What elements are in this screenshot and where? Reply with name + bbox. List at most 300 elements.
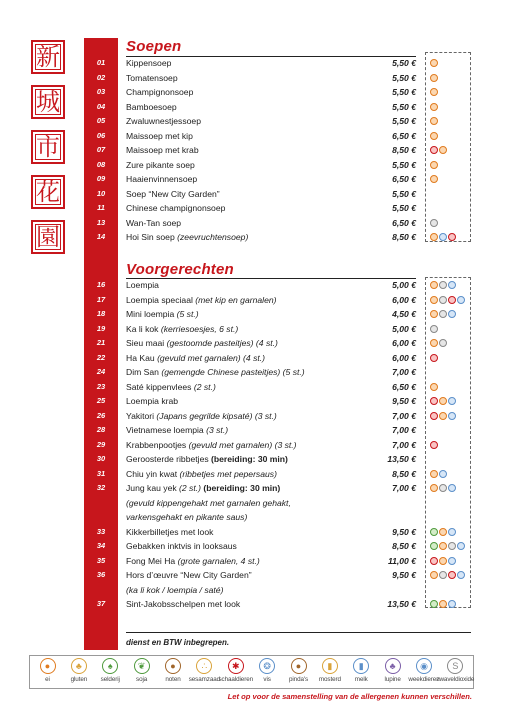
allergen-icon xyxy=(448,412,456,420)
item-number: 30 xyxy=(96,454,106,463)
item-allergens xyxy=(430,310,456,319)
allergen-icon xyxy=(430,383,438,391)
item-price: 9,50 € xyxy=(392,526,416,537)
item-note: (ka li kok / loempia / saté) xyxy=(126,584,224,595)
item-note: (met kip en garnalen) xyxy=(195,294,277,305)
allergen-icon xyxy=(430,233,438,241)
menu-item xyxy=(84,394,470,409)
item-name xyxy=(126,230,248,245)
item-title: Maissoep met krab xyxy=(126,145,199,155)
legend-item xyxy=(188,658,221,686)
allergen-icon xyxy=(430,161,438,169)
allergen-icon xyxy=(439,484,447,492)
item-price: 5,50 € xyxy=(392,203,416,213)
item-number: 35 xyxy=(96,555,106,565)
item-title: Wan-Tan soep xyxy=(126,217,182,228)
allergen-legend xyxy=(29,655,474,689)
item-title: Fong Mei Ha xyxy=(126,555,176,566)
menu-item xyxy=(84,278,470,293)
item-price: 8,50 € xyxy=(392,145,416,155)
item-price: 8,50 € xyxy=(392,541,416,551)
menu-item xyxy=(84,230,470,245)
item-title: Loempia krab xyxy=(126,396,179,406)
item-title: Mini loempia xyxy=(126,309,175,319)
legend-item xyxy=(254,658,281,686)
nut-icon: ● xyxy=(165,658,181,674)
item-number: 02 xyxy=(96,72,106,82)
item-number: 25 xyxy=(96,396,106,405)
item-number: 32 xyxy=(96,483,106,492)
item-allergens xyxy=(430,397,456,406)
allergen-icon xyxy=(430,281,438,289)
allergen-icon xyxy=(457,571,465,579)
allergen-icon xyxy=(430,441,438,449)
item-name xyxy=(126,467,277,482)
item-number: 29 xyxy=(96,439,106,449)
item-allergens xyxy=(430,233,456,242)
allergen-icon xyxy=(448,557,456,565)
allergen-icon xyxy=(430,74,438,82)
allergen-icon xyxy=(439,571,447,579)
allergen-icon xyxy=(430,571,438,579)
legend-label: vis xyxy=(263,676,271,683)
item-title: Hoi Sin soep xyxy=(126,232,175,242)
menu-item xyxy=(84,525,470,540)
item-allergens xyxy=(430,354,438,363)
item-title: Sint-Jakobsschelpen met look xyxy=(126,599,241,609)
menu-item xyxy=(84,307,470,322)
item-number: 28 xyxy=(96,425,106,434)
item-number: 07 xyxy=(96,145,106,154)
item-name xyxy=(126,583,223,598)
sesame-icon: ∴ xyxy=(196,658,212,674)
allergen-icon xyxy=(439,310,447,318)
item-name xyxy=(126,452,288,467)
legend-label: noten xyxy=(165,676,181,683)
item-price: 7,00 € xyxy=(392,439,416,450)
item-note: (zeevruchtensoep) xyxy=(177,232,249,242)
chinese-stamps xyxy=(31,40,71,265)
item-number: 17 xyxy=(96,294,106,304)
item-title: Jung kau yek xyxy=(126,483,177,493)
item-allergens xyxy=(430,412,456,421)
egg-icon: ● xyxy=(40,658,56,674)
legend-label: selderij xyxy=(100,676,120,683)
menu-item xyxy=(84,409,470,424)
item-allergens xyxy=(430,557,456,566)
allergen-icon xyxy=(430,339,438,347)
menu-item xyxy=(84,583,470,598)
menu-item xyxy=(84,201,470,216)
item-name xyxy=(126,554,260,569)
item-name xyxy=(126,597,240,612)
allergen-icon xyxy=(430,484,438,492)
item-name xyxy=(126,85,193,100)
menu-item xyxy=(84,143,470,158)
item-price: 5,00 € xyxy=(392,323,416,334)
allergen-icon xyxy=(448,542,456,550)
item-title: Sieu maai xyxy=(126,338,165,348)
item-note: (gevuld met garnalen) (4 st.) xyxy=(157,352,266,363)
item-title: Soep “New City Garden” xyxy=(126,188,220,199)
legend-item xyxy=(160,658,187,686)
menu-item xyxy=(84,351,470,366)
item-price: 6,50 € xyxy=(392,174,416,184)
menu-item xyxy=(84,187,470,202)
item-number: 01 xyxy=(96,58,106,67)
menu-item xyxy=(84,293,470,308)
item-allergens xyxy=(430,117,438,126)
legend-item xyxy=(65,658,92,686)
section-title-soepen: Soepen xyxy=(126,38,182,55)
allergen-icon xyxy=(448,600,456,608)
item-name xyxy=(126,380,216,395)
item-price: 11,00 € xyxy=(387,555,416,566)
item-number: 13 xyxy=(96,217,106,227)
item-title: Chiu yin kwat xyxy=(126,468,178,479)
item-name xyxy=(126,216,181,231)
item-title: Vietnamese loempia xyxy=(126,425,204,435)
item-number: 16 xyxy=(96,280,106,289)
item-allergens xyxy=(430,59,438,68)
item-note: (gevuld met garnalen) (3 st.) xyxy=(188,439,297,450)
item-note: (2 st.) xyxy=(179,483,201,493)
voorgerechten-list xyxy=(84,278,470,612)
item-name xyxy=(126,394,178,409)
item-name xyxy=(126,525,213,540)
item-price: 5,50 € xyxy=(392,159,416,170)
item-name xyxy=(126,100,177,115)
section-title-voorgerechten: Voorgerechten xyxy=(126,261,234,278)
item-price: 9,50 € xyxy=(392,396,416,406)
item-title: Maissoep met kip xyxy=(126,130,193,141)
menu-item xyxy=(84,129,470,144)
legend-label: schaaldieren xyxy=(218,676,254,683)
legend-label: melk xyxy=(354,676,368,683)
allergen-icon xyxy=(430,219,438,227)
item-allergens xyxy=(430,74,438,83)
item-allergens xyxy=(430,528,456,537)
item-note: (5 st.) xyxy=(176,309,199,319)
item-number: 09 xyxy=(96,174,106,183)
item-allergens xyxy=(430,219,438,228)
item-number: 10 xyxy=(96,188,106,198)
menu-item xyxy=(84,423,470,438)
legend-item xyxy=(285,658,312,686)
allergen-icon xyxy=(430,557,438,565)
allergen-icon xyxy=(439,146,447,154)
item-number: 21 xyxy=(96,338,106,347)
item-allergens xyxy=(430,161,438,170)
allergen-icon xyxy=(430,117,438,125)
item-price: 9,50 € xyxy=(392,570,416,580)
item-title: Krabbenpootjes xyxy=(126,439,187,450)
item-title: Bamboesoep xyxy=(126,101,177,112)
allergen-icon xyxy=(448,528,456,536)
allergen-icon xyxy=(448,484,456,492)
item-title: Zure pikante soep xyxy=(126,159,195,170)
allergen-icon xyxy=(439,339,447,347)
item-number: 24 xyxy=(96,367,106,376)
item-name xyxy=(126,187,220,202)
allergen-icon xyxy=(430,354,438,362)
item-allergens xyxy=(430,542,465,551)
allergen-icon xyxy=(439,412,447,420)
legend-label: sesamzaad xyxy=(188,676,221,683)
legend-label: lupine xyxy=(384,676,401,683)
legend-label: soja xyxy=(136,676,148,683)
item-title: Gebakken inktvis in looksaus xyxy=(126,541,237,551)
item-name xyxy=(126,114,201,129)
item-title: Champignonsoep xyxy=(126,87,194,97)
item-number: 23 xyxy=(96,381,106,391)
crustacean-icon: ✱ xyxy=(228,658,244,674)
allergen-icon xyxy=(439,600,447,608)
item-title: Ka li kok xyxy=(126,323,159,334)
item-price: 5,50 € xyxy=(392,188,416,199)
allergen-icon xyxy=(430,412,438,420)
legend-item xyxy=(348,658,375,686)
allergen-icon xyxy=(430,397,438,405)
item-number: 05 xyxy=(96,116,106,125)
menu-item xyxy=(84,467,470,482)
item-note: (grote garnalen, 4 st.) xyxy=(177,555,260,566)
allergen-icon xyxy=(430,542,438,550)
item-allergens xyxy=(430,383,438,392)
item-allergens xyxy=(430,281,456,290)
item-number: 08 xyxy=(96,159,106,169)
wheat-icon: ♣ xyxy=(71,658,87,674)
item-note: (Japans gegrilde kipsaté) (3 st.) xyxy=(156,410,277,421)
item-name xyxy=(126,438,297,453)
item-name xyxy=(126,322,238,337)
item-number: 31 xyxy=(96,468,106,478)
milk-icon: ▮ xyxy=(353,658,369,674)
legend-item xyxy=(408,658,440,686)
menu-item xyxy=(84,510,470,525)
item-price: 4,50 € xyxy=(392,309,416,319)
allergen-icon xyxy=(448,310,456,318)
item-name xyxy=(126,351,265,366)
menu-item xyxy=(84,481,470,496)
item-number: 33 xyxy=(96,526,106,536)
legend-label: pinda's xyxy=(288,676,309,683)
item-name xyxy=(126,293,277,308)
item-price: 6,00 € xyxy=(392,338,416,348)
item-price: 7,00 € xyxy=(392,410,416,421)
item-price: 7,00 € xyxy=(392,367,416,377)
item-name xyxy=(126,158,195,173)
item-title: Dim San xyxy=(126,367,159,377)
allergen-icon xyxy=(448,397,456,405)
item-title: Kikkerbilletjes met look xyxy=(126,526,214,537)
item-allergens xyxy=(430,175,438,184)
allergen-icon xyxy=(430,600,438,608)
menu-item xyxy=(84,158,470,173)
item-note: (2 st.) xyxy=(193,381,216,392)
item-price: 5,50 € xyxy=(392,87,416,97)
allergen-icon xyxy=(430,146,438,154)
allergen-icon xyxy=(448,296,456,304)
item-name xyxy=(126,201,225,216)
item-note: (kerriesoesjes, 6 st.) xyxy=(160,323,239,334)
item-name xyxy=(126,278,159,293)
item-title: Geroosterde ribbetjes xyxy=(126,454,209,464)
allergen-icon xyxy=(430,132,438,140)
item-number: 06 xyxy=(96,130,106,140)
item-allergens xyxy=(430,470,447,479)
legend-item xyxy=(379,658,406,686)
item-number: 03 xyxy=(96,87,106,96)
allergen-icon xyxy=(430,528,438,536)
item-number: 26 xyxy=(96,410,106,420)
item-allergens xyxy=(430,325,438,334)
legend-label: gluten xyxy=(70,676,88,683)
allergen-warning: Let op voor de samenstelling van de allergenen kunnen verschillen. xyxy=(227,692,472,701)
stamp-3: 市 xyxy=(31,130,65,164)
item-allergens xyxy=(430,296,465,305)
item-note: (ribbetjes met pepersaus) xyxy=(179,468,277,479)
mollusc-icon: ◉ xyxy=(416,658,432,674)
menu-item xyxy=(84,597,470,612)
allergen-icon xyxy=(430,88,438,96)
item-allergens xyxy=(430,441,438,450)
item-name xyxy=(126,143,199,158)
mustard-icon: ▮ xyxy=(322,658,338,674)
menu-item xyxy=(84,539,470,554)
allergen-icon xyxy=(439,233,447,241)
item-name xyxy=(126,172,197,187)
item-name xyxy=(126,336,278,351)
allergen-icon xyxy=(439,281,447,289)
legend-item xyxy=(128,658,155,686)
menu-item xyxy=(84,452,470,467)
lupin-icon: ♣ xyxy=(385,658,401,674)
service-note: dienst en BTW inbegrepen. xyxy=(126,638,230,647)
menu-item xyxy=(84,100,470,115)
menu-item xyxy=(84,56,470,71)
allergen-icon xyxy=(457,542,465,550)
menu-item xyxy=(84,380,470,395)
allergen-icon xyxy=(430,175,438,183)
allergen-icon xyxy=(430,296,438,304)
stamp-2: 城 xyxy=(31,85,65,119)
item-title: Haaienvinnensoep xyxy=(126,174,198,184)
item-title: Chinese champignonsoep xyxy=(126,203,226,213)
stamp-4: 花 xyxy=(31,175,65,209)
item-price: 5,00 € xyxy=(392,280,416,290)
item-title: Loempia xyxy=(126,280,159,290)
item-price: 6,00 € xyxy=(392,352,416,363)
item-number: 22 xyxy=(96,352,106,362)
allergen-icon xyxy=(457,296,465,304)
item-number: 04 xyxy=(96,101,106,111)
stamp-5: 園 xyxy=(31,220,65,254)
item-name xyxy=(126,423,228,438)
legend-label: zwaveldioxide xyxy=(436,676,475,683)
menu-item xyxy=(84,554,470,569)
allergen-icon xyxy=(439,542,447,550)
menu-item xyxy=(84,365,470,380)
menu-item xyxy=(84,216,470,231)
menu-item xyxy=(84,322,470,337)
menu-item xyxy=(84,71,470,86)
soepen-list xyxy=(84,56,470,245)
item-allergens xyxy=(430,146,447,155)
item-number: 18 xyxy=(96,309,106,318)
item-name xyxy=(126,481,280,496)
peanut-icon: ● xyxy=(291,658,307,674)
item-name xyxy=(126,129,193,144)
sulphite-icon: S xyxy=(447,658,463,674)
allergen-icon xyxy=(448,233,456,241)
item-allergens xyxy=(430,484,456,493)
item-number: 14 xyxy=(96,232,106,241)
legend-item xyxy=(34,658,61,686)
allergen-icon xyxy=(430,103,438,111)
item-name xyxy=(126,496,291,511)
item-note: (3 st.) xyxy=(206,425,229,435)
allergen-icon xyxy=(439,397,447,405)
menu-item xyxy=(84,114,470,129)
item-note: (gestoomde pasteitjes) (4 st.) xyxy=(166,338,278,348)
menu-item xyxy=(84,438,470,453)
legend-label: ei xyxy=(45,676,50,683)
item-title: Kippensoep xyxy=(126,58,172,68)
item-title: Hors d’œuvre “New City Garden” xyxy=(126,570,252,580)
item-name xyxy=(126,71,178,86)
item-allergens xyxy=(430,132,438,141)
allergen-icon xyxy=(430,310,438,318)
item-price: 5,50 € xyxy=(392,101,416,112)
item-price: 5,50 € xyxy=(392,116,416,126)
item-price: 8,50 € xyxy=(392,468,416,479)
item-name xyxy=(126,510,247,525)
menu-item xyxy=(84,336,470,351)
item-allergens xyxy=(430,88,438,97)
item-name xyxy=(126,568,252,583)
stamp-1: 新 xyxy=(31,40,65,74)
item-name xyxy=(126,56,171,71)
item-price: 13,50 € xyxy=(387,599,416,609)
menu-item xyxy=(84,568,470,583)
item-prep-time: (bereiding: 30 min) xyxy=(211,454,288,464)
item-title: Loempia speciaal xyxy=(126,294,193,305)
allergen-icon xyxy=(439,296,447,304)
allergen-icon xyxy=(448,281,456,289)
allergen-icon xyxy=(439,528,447,536)
legend-item xyxy=(436,658,475,686)
legend-item xyxy=(97,658,124,686)
item-note: varkensgehakt en pikante saus) xyxy=(126,512,248,522)
allergen-icon xyxy=(439,470,447,478)
item-name xyxy=(126,539,237,554)
item-title: Ha Kau xyxy=(126,352,155,363)
item-title: Zwaluwnestjessoep xyxy=(126,116,201,126)
item-allergens xyxy=(430,103,438,112)
item-price: 5,50 € xyxy=(392,58,416,68)
allergen-icon xyxy=(448,571,456,579)
item-number: 37 xyxy=(96,599,106,608)
item-price: 6,50 € xyxy=(392,217,416,228)
item-price: 6,00 € xyxy=(392,294,416,305)
item-price: 7,00 € xyxy=(392,425,416,435)
item-note: (gemengde Chinese pasteitjes) (5 st.) xyxy=(161,367,305,377)
item-allergens xyxy=(430,339,447,348)
item-number: 34 xyxy=(96,541,106,550)
menu-item xyxy=(84,496,470,511)
legend-label: weekdieren xyxy=(408,676,440,683)
